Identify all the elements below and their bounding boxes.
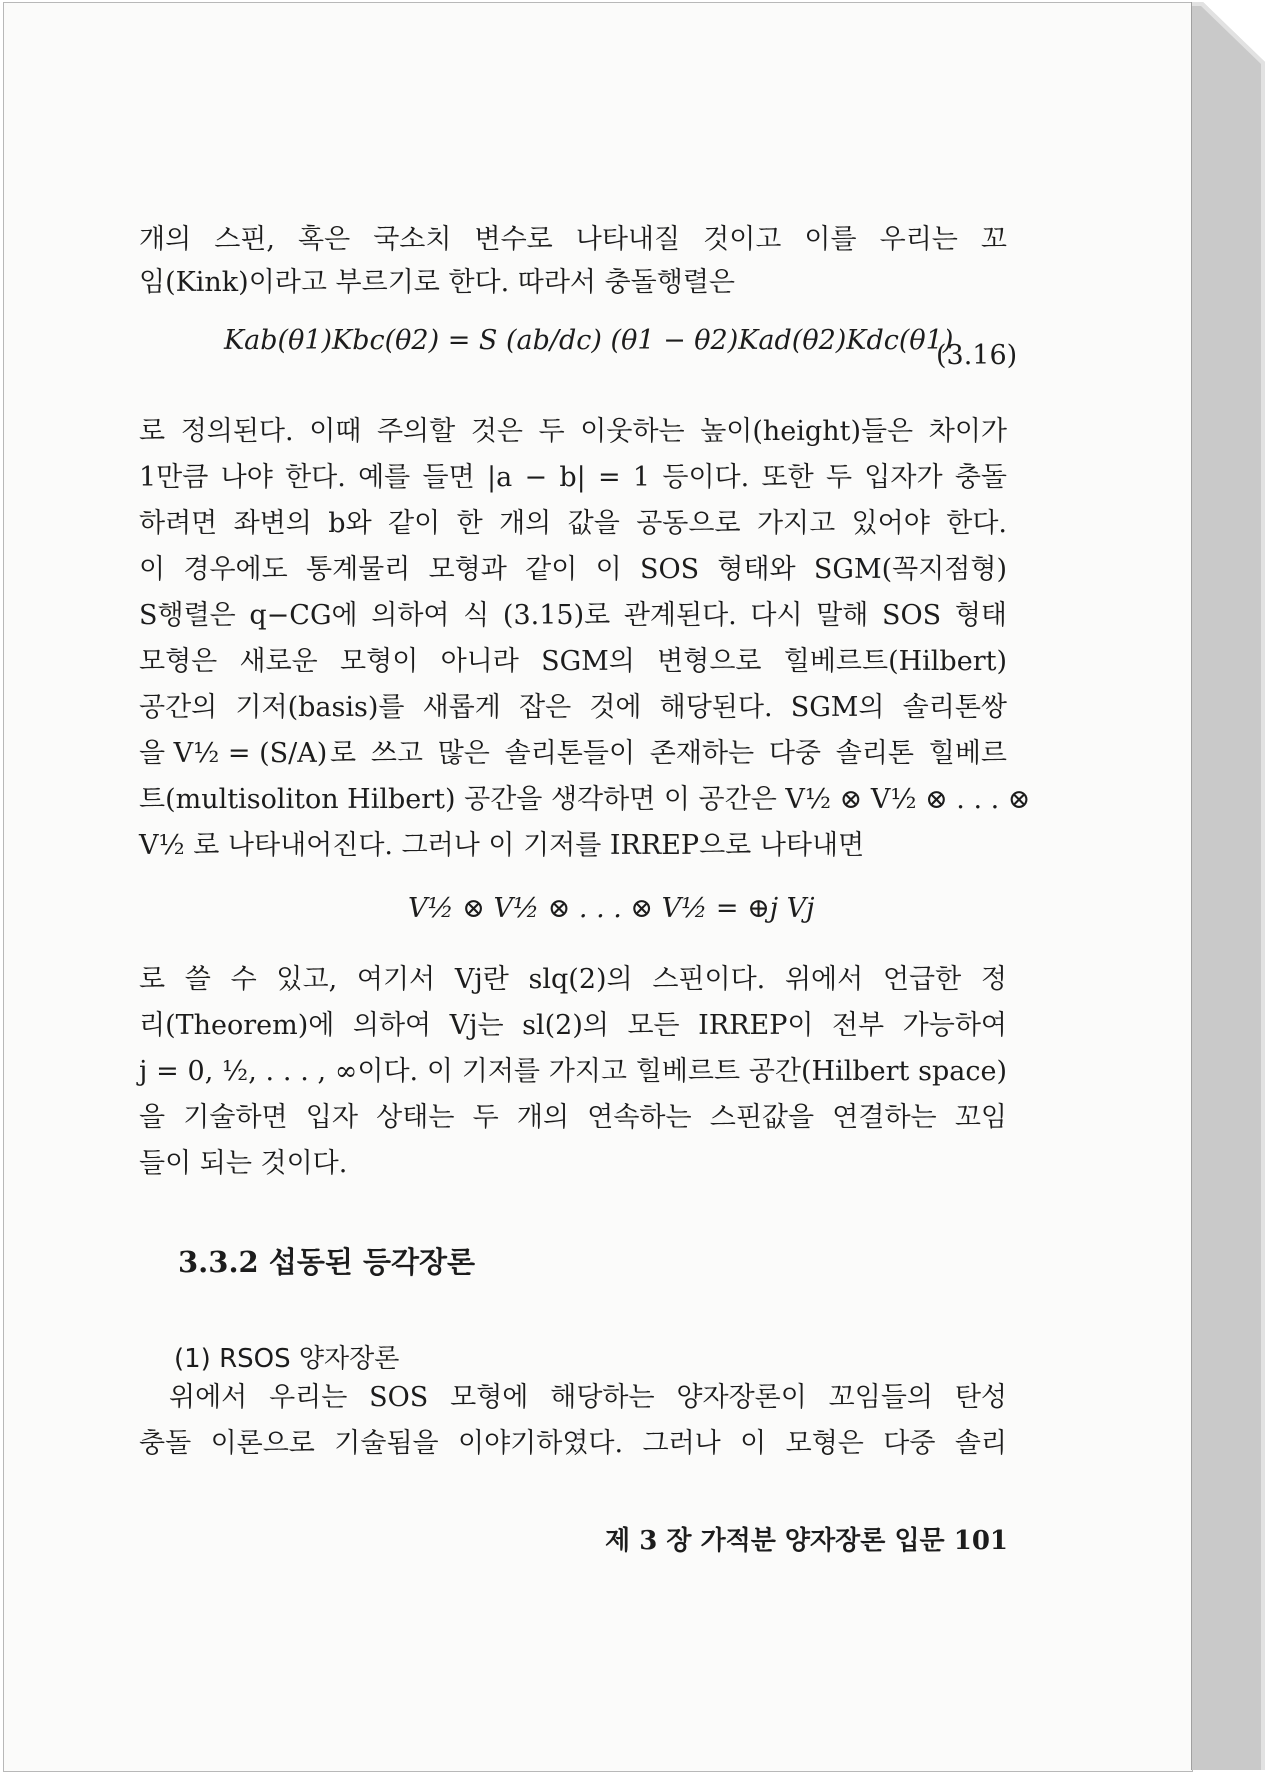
text-line: 하려면 좌변의 b와 같이 한 개의 값을 공동으로 가지고 있어야 한다. (139, 508, 1007, 539)
equation-3-16 (224, 325, 953, 356)
subsection-heading: (1) RSOS 양자장론 (174, 1344, 400, 1374)
section-heading: 3.3.2 섭동된 등각장론 (178, 1245, 476, 1279)
equation-tensor: V½ ⊗ V½ ⊗ . . . ⊗ V½ = ⊕j Vj (408, 893, 815, 924)
text-line: 1만큼 나야 한다. 예를 들면 |a − b| = 1 등이다. 또한 두 입자가 충돌 (139, 462, 1007, 493)
text-line: 충돌 이론으로 기술됨을 이야기하였다. 그러나 이 모형은 다중 솔리 (139, 1428, 1007, 1459)
text-line: S행렬은 q−CG에 의하여 식 (3.15)로 관계된다. 다시 말해 SOS 형태 (139, 600, 1007, 631)
text-line: j = 0, ½, . . . , ∞이다. 이 기저를 가지고 힐베르트 공간(Hilbert space) (139, 1056, 1007, 1087)
text-line: 리(Theorem)에 의하여 Vj는 sl(2)의 모든 IRREP이 전부 가능하여 (139, 1010, 1007, 1041)
text-line: 들이 되는 것이다. (139, 1148, 348, 1179)
page-side-edge (1191, 2, 1265, 1770)
text-line: 개의 스핀, 혹은 국소치 변수로 나타내질 것이고 이를 우리는 꼬 (139, 224, 1007, 255)
text-line: 트(multisoliton Hilbert) 공간을 생각하면 이 공간은 V½ ⊗ V½ ⊗ . . . ⊗ (139, 784, 1031, 815)
text-line: 공간의 기저(basis)를 새롭게 잡은 것에 해당된다. SGM의 솔리톤쌍 (139, 692, 1007, 723)
text-line: 모형은 새로운 모형이 아니라 SGM의 변형으로 힐베르트(Hilbert) (139, 646, 1007, 677)
text-line: 로 쓰고 많은 솔리톤들이 존재하는 다중 솔리톤 힐베르 (330, 738, 1007, 769)
text-line: 임(Kink)이라고 부르기로 한다. 따라서 충돌행렬은 (139, 267, 736, 298)
text-line: 이 경우에도 통계물리 모형과 같이 이 SOS 형태와 SGM(꼭지점형) (139, 554, 1007, 585)
text-line: 로 정의된다. 이때 주의할 것은 두 이웃하는 높이(height)들은 차이가 (139, 416, 1007, 447)
equation-text: Kab(θ1)Kbc(θ2) = S (ab/dc) (θ1 − θ2)Kad(θ2)Kdc(θ1) (224, 325, 954, 356)
text-line: V½ 로 나타내어진다. 그러나 이 기저를 IRREP으로 나타내면 (139, 830, 865, 861)
page-footer: 제 3 장 가적분 양자장론 입문 101 (605, 1526, 1008, 1556)
text-line: 위에서 우리는 SOS 모형에 해당하는 양자장론이 꼬임들의 탄성 (169, 1382, 1007, 1413)
text-line-prefix: 을 V½ = (S/A) (139, 738, 328, 769)
equation-number: (3.16) (936, 340, 1018, 371)
text-line: 을 기술하면 입자 상태는 두 개의 연속하는 스핀값을 연결하는 꼬임 (139, 1102, 1007, 1133)
text-line: 로 쓸 수 있고, 여기서 Vj란 slq(2)의 스핀이다. 위에서 언급한 정 (139, 964, 1007, 995)
